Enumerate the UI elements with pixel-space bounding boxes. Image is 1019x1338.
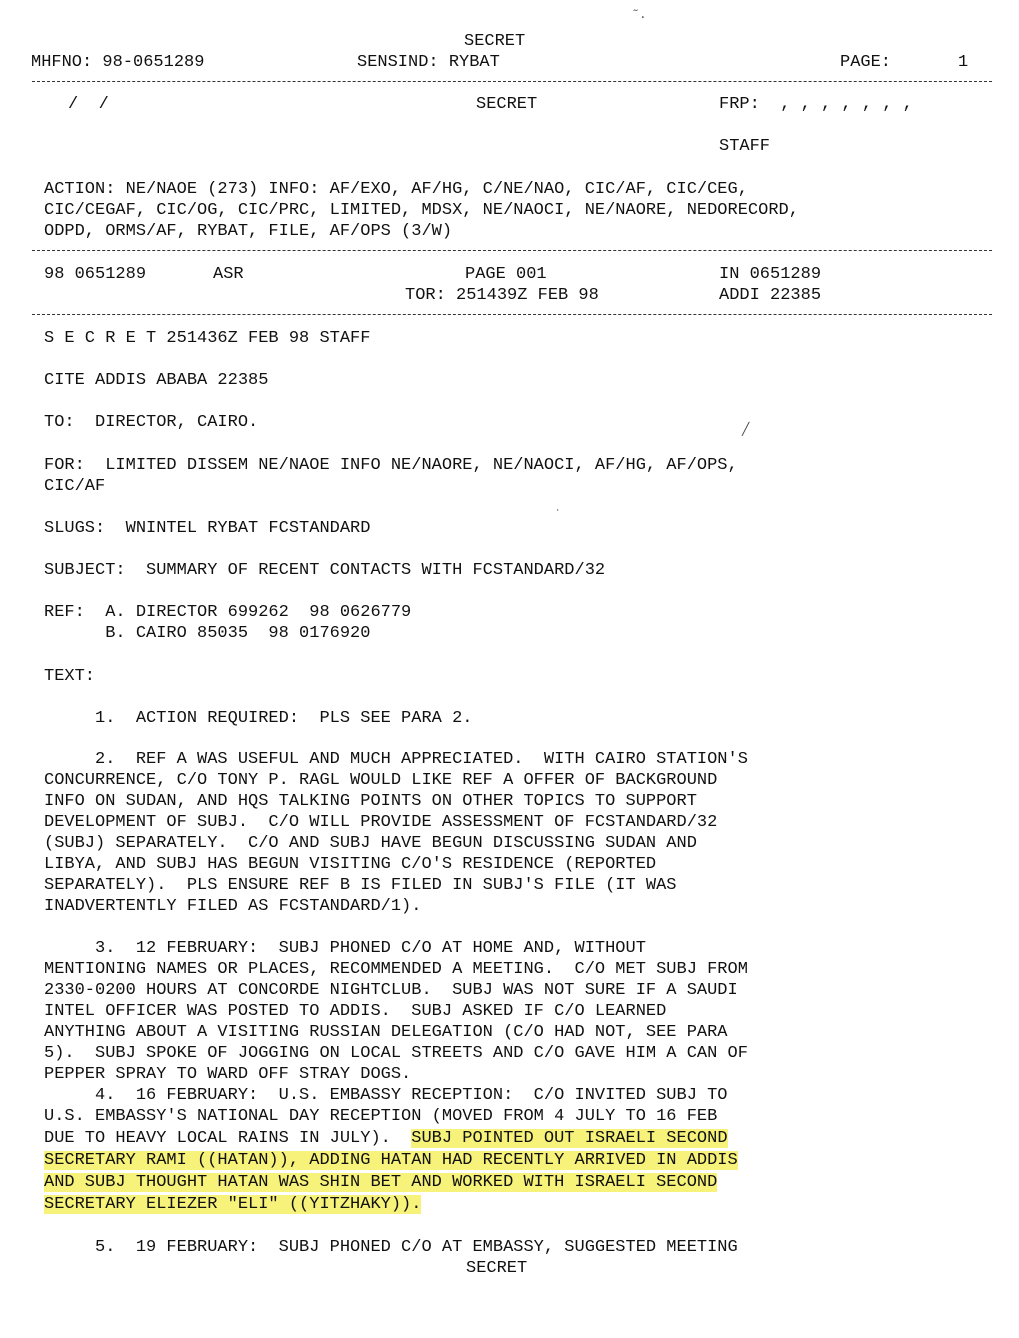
paragraph-2-line: SEPARATELY). PLS ENSURE REF B IS FILED IN SUBJ'S FILE (IT WAS — [44, 876, 677, 895]
cite-line: CITE ADDIS ABABA 22385 — [44, 371, 269, 390]
scan-mark: ╱ — [742, 423, 750, 437]
ref-line: B. CAIRO 85035 98 0176920 — [44, 624, 371, 643]
sensind: SENSIND: RYBAT — [357, 53, 500, 72]
paragraph-4-line — [44, 1150, 738, 1171]
highlighted-text: AND SUBJ THOUGHT HATAN WAS SHIN BET AND WORKED WITH ISRAELI SECOND — [44, 1173, 718, 1192]
divider — [32, 314, 992, 315]
paragraph-4-line — [44, 1172, 717, 1193]
highlighted-text: SUBJ POINTED OUT ISRAELI SECOND — [411, 1129, 728, 1148]
routing-line: CIC/CEGAF, CIC/OG, CIC/PRC, LIMITED, MDSX, NE/NAOCI, NE/NAORE, NEDORECORD, — [44, 201, 799, 220]
divider — [32, 250, 992, 251]
cable-addi: ADDI 22385 — [719, 286, 822, 305]
to-line: TO: DIRECTOR, CAIRO. — [44, 413, 259, 432]
subject-line: SUBJECT: SUMMARY OF RECENT CONTACTS WITH FCSTANDARD/32 — [44, 561, 606, 580]
secret-line: S E C R E T 251436Z FEB 98 STAFF — [44, 329, 371, 348]
cable-in-number: IN 0651289 — [719, 265, 822, 284]
paragraph-2-line: LIBYA, AND SUBJ HAS BEGUN VISITING C/O'S RESIDENCE (REPORTED — [44, 855, 657, 874]
paragraph-4-text: DUE TO HEAVY LOCAL RAINS IN JULY). — [44, 1129, 412, 1148]
paragraph-2-line: 2. REF A WAS USEFUL AND MUCH APPRECIATED. WITH CAIRO STATION'S — [44, 750, 748, 769]
paragraph-2-line: DEVELOPMENT OF SUBJ. C/O WILL PROVIDE ASSESSMENT OF FCSTANDARD/32 — [44, 813, 718, 832]
highlighted-text: SECRETARY ELIEZER "ELI" ((YITZHAKY)). — [44, 1195, 422, 1214]
paragraph-2-line: (SUBJ) SEPARATELY. C/O AND SUBJ HAVE BEGUN DISCUSSING SUDAN AND — [44, 834, 697, 853]
classification-secondary: SECRET — [476, 95, 538, 114]
paragraph-4-line: 4. 16 FEBRUARY: U.S. EMBASSY RECEPTION: C/O INVITED SUBJ TO — [44, 1086, 728, 1105]
classification-bottom: SECRET — [466, 1259, 528, 1278]
paragraph-3-line: 2330-0200 HOURS AT CONCORDE NIGHTCLUB. SUBJ WAS NOT SURE IF A SAUDI — [44, 981, 738, 1000]
classification-top: SECRET — [464, 32, 526, 51]
paragraph-5-line: 5. 19 FEBRUARY: SUBJ PHONED C/O AT EMBASSY, SUGGESTED MEETING — [44, 1238, 738, 1257]
for-line: FOR: LIMITED DISSEM NE/NAOE INFO NE/NAORE, NE/NAOCI, AF/HG, AF/OPS, — [44, 456, 738, 475]
paragraph-4-line — [44, 1194, 421, 1215]
highlighted-text: SECRETARY RAMI ((HATAN)), ADDING HATAN HAD RECENTLY ARRIVED IN ADDIS — [44, 1151, 738, 1170]
paragraph-3-line: MENTIONING NAMES OR PLACES, RECOMMENDED A MEETING. C/O MET SUBJ FROM — [44, 960, 748, 979]
page-number: 1 — [958, 53, 969, 72]
paragraph-3-line: ANYTHING ABOUT A VISITING RUSSIAN DELEGATION (C/O HAD NOT, SEE PARA — [44, 1023, 728, 1042]
paragraph-1: 1. ACTION REQUIRED: PLS SEE PARA 2. — [44, 709, 473, 728]
paragraph-2-line: CONCURRENCE, C/O TONY P. RAGL WOULD LIKE REF A OFFER OF BACKGROUND — [44, 771, 718, 790]
paragraph-2-line: INFO ON SUDAN, AND HQS TALKING POINTS ON OTHER TOPICS TO SUPPORT — [44, 792, 697, 811]
divider — [32, 81, 992, 82]
for-line: CIC/AF — [44, 477, 106, 496]
paragraph-3-line: 5). SUBJ SPOKE OF JOGGING ON LOCAL STREETS AND C/O GAVE HIM A CAN OF — [44, 1044, 748, 1063]
paragraph-3-line: PEPPER SPRAY TO WARD OFF STRAY DOGS. — [44, 1065, 412, 1084]
frp-field: FRP: , , , , , , , — [719, 95, 913, 114]
paragraph-3-line: INTEL OFFICER WAS POSTED TO ADDIS. SUBJ ASKED IF C/O LEARNED — [44, 1002, 667, 1021]
routing-line: ACTION: NE/NAOE (273) INFO: AF/EXO, AF/HG, C/NE/NAO, CIC/AF, CIC/CEG, — [44, 180, 748, 199]
page-label: PAGE: — [840, 53, 892, 72]
routing-line: ODPD, ORMS/AF, RYBAT, FILE, AF/OPS (3/W) — [44, 222, 453, 241]
paragraph-2-line: INADVERTENTLY FILED AS FCSTANDARD/1). — [44, 897, 422, 916]
paragraph-4-line — [44, 1128, 728, 1149]
cable-asr: ASR — [213, 265, 244, 284]
paragraph-3-line: 3. 12 FEBRUARY: SUBJ PHONED C/O AT HOME AND, WITHOUT — [44, 939, 646, 958]
paragraph-4-line: U.S. EMBASSY'S NATIONAL DAY RECEPTION (MOVED FROM 4 JULY TO 16 FEB — [44, 1107, 718, 1126]
slugs-line: SLUGS: WNINTEL RYBAT FCSTANDARD — [44, 519, 371, 538]
staff-label: STAFF — [719, 137, 771, 156]
ref-line: REF: A. DIRECTOR 699262 98 0626779 — [44, 603, 412, 622]
date-slashes: / / — [68, 95, 109, 114]
mhfno: MHFNO: 98-0651289 — [31, 53, 205, 72]
cable-number: 98 0651289 — [44, 265, 147, 284]
text-label: TEXT: — [44, 667, 96, 686]
scan-mark: ˙ — [554, 508, 562, 522]
cable-page: PAGE 001 — [465, 265, 547, 284]
scan-mark: ˜. — [632, 8, 647, 22]
cable-tor: TOR: 251439Z FEB 98 — [405, 286, 599, 305]
